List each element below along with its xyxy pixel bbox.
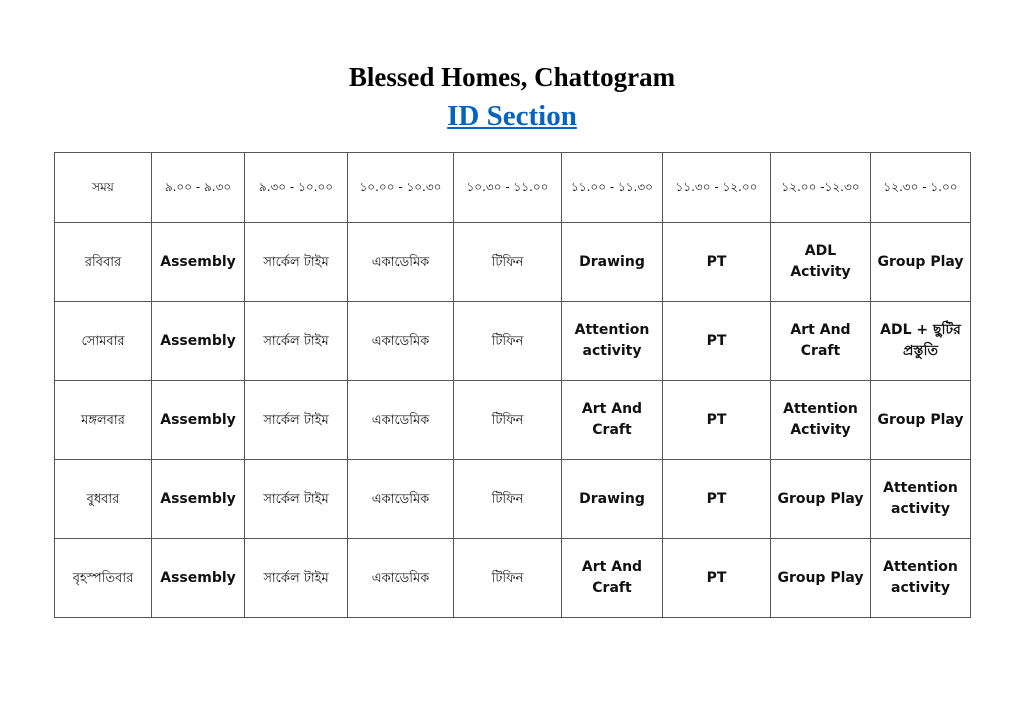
table-cell: PT <box>663 460 771 539</box>
table-row <box>55 539 971 618</box>
table-cell: Attention activity <box>562 302 663 381</box>
table-cell: Group Play <box>771 539 871 618</box>
table-row <box>55 460 971 539</box>
table-cell: একাডেমিক <box>348 381 454 460</box>
table-cell: Drawing <box>562 223 663 302</box>
table-cell: টিফিন <box>454 223 562 302</box>
header-cell: ৯.৩০ - ১০.০০ <box>245 153 348 223</box>
table-cell: সার্কেল টাইম <box>245 381 348 460</box>
header-cell: ১১.০০ - ১১.৩০ <box>562 153 663 223</box>
table-header-row <box>55 153 971 223</box>
table-cell: Group Play <box>871 223 971 302</box>
header-cell: ১২.৩০ - ১.০০ <box>871 153 971 223</box>
table-cell: সার্কেল টাইম <box>245 460 348 539</box>
header-cell: ১০.০০ - ১০.৩০ <box>348 153 454 223</box>
table-cell: Attention Activity <box>771 381 871 460</box>
header-cell: ১১.৩০ - ১২.০০ <box>663 153 771 223</box>
table-cell: একাডেমিক <box>348 302 454 381</box>
table-row <box>55 381 971 460</box>
table-cell: PT <box>663 223 771 302</box>
header-cell: ১২.০০ -১২.৩০ <box>771 153 871 223</box>
schedule-table <box>54 152 971 618</box>
day-cell: বুধবার <box>55 460 152 539</box>
table-cell: ADL Activity <box>771 223 871 302</box>
table-cell: Assembly <box>152 302 245 381</box>
table-cell: Art And Craft <box>562 539 663 618</box>
day-cell: বৃহস্পতিবার <box>55 539 152 618</box>
table-cell: টিফিন <box>454 302 562 381</box>
table-row <box>55 302 971 381</box>
table-cell: Assembly <box>152 539 245 618</box>
table-cell: Drawing <box>562 460 663 539</box>
table-cell: সার্কেল টাইম <box>245 302 348 381</box>
table-cell: Attention activity <box>871 539 971 618</box>
table-cell: টিফিন <box>454 460 562 539</box>
header-cell: সময় <box>55 153 152 223</box>
document-title: Blessed Homes, Chattogram <box>348 62 676 92</box>
table-cell: একাডেমিক <box>348 460 454 539</box>
header-cell: ৯.০০ - ৯.৩০ <box>152 153 245 223</box>
day-cell: সোমবার <box>55 302 152 381</box>
table-cell: সার্কেল টাইম <box>245 539 348 618</box>
table-cell: PT <box>663 381 771 460</box>
table-cell: Art And Craft <box>562 381 663 460</box>
table-cell: PT <box>663 539 771 618</box>
section-heading <box>0 100 1024 133</box>
table-cell: একাডেমিক <box>348 539 454 618</box>
table-row <box>55 223 971 302</box>
table-cell: PT <box>663 302 771 381</box>
table-cell: Group Play <box>871 381 971 460</box>
section-heading-text: ID Section <box>447 100 577 132</box>
table-cell: Attention activity <box>871 460 971 539</box>
day-cell: রবিবার <box>55 223 152 302</box>
table-cell: Group Play <box>771 460 871 539</box>
table-cell: একাডেমিক <box>348 223 454 302</box>
table-cell: Assembly <box>152 460 245 539</box>
day-cell: মঙ্গলবার <box>55 381 152 460</box>
table-cell: Assembly <box>152 381 245 460</box>
table-cell: Assembly <box>152 223 245 302</box>
table-cell: সার্কেল টাইম <box>245 223 348 302</box>
table-cell: ADL + ছুটির প্রস্তুতি <box>871 302 971 381</box>
table-cell: টিফিন <box>454 381 562 460</box>
table-cell: Art And Craft <box>771 302 871 381</box>
table-cell: টিফিন <box>454 539 562 618</box>
header-cell: ১০.৩০ - ১১.০০ <box>454 153 562 223</box>
